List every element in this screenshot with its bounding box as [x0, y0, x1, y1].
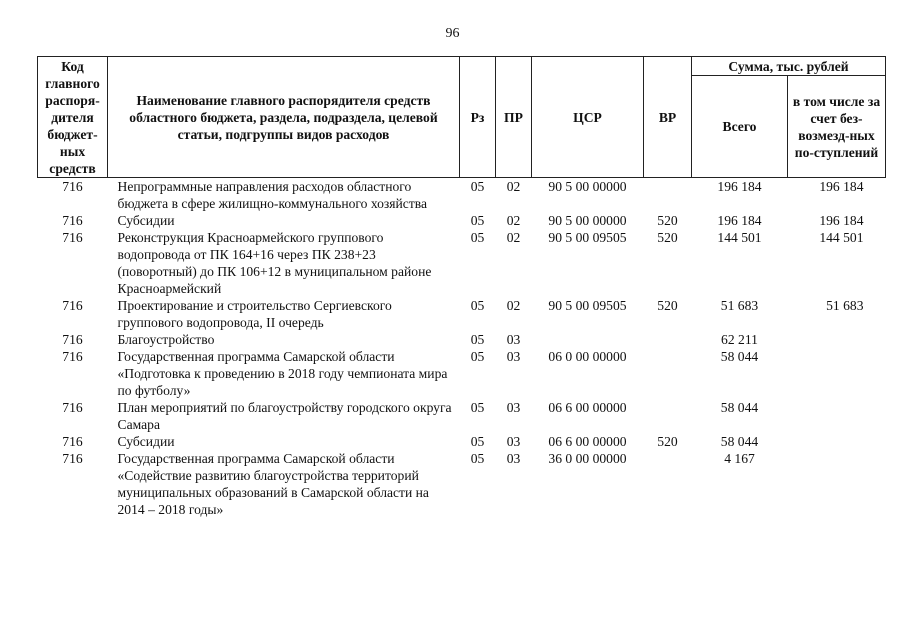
header-csr: ЦСР: [532, 57, 644, 178]
csr-cell: 06 6 00 00000: [548, 400, 627, 415]
table-row: [38, 348, 886, 399]
code-cell: 716: [62, 451, 83, 466]
vr-cell: [644, 348, 692, 399]
name-cell: Проектирование и строительство Сергиевского группового водопровода, II очередь: [117, 298, 392, 330]
code-cell: 716: [62, 298, 83, 313]
table-row: [38, 212, 886, 229]
csr-cell: [532, 331, 644, 348]
name-cell: Благоустройство: [117, 332, 215, 347]
total-cell: 4 167: [724, 451, 755, 466]
pr-cell: 02: [506, 298, 521, 313]
total-cell: 144 501: [717, 230, 762, 245]
rz-cell: 05: [470, 298, 485, 313]
header-pr: ПР: [496, 57, 532, 178]
code-cell: 716: [62, 179, 83, 194]
rz-cell: 05: [470, 179, 485, 194]
vr-cell: 520: [657, 230, 678, 245]
free-cell: 51 683: [826, 298, 864, 313]
table-body: [38, 178, 886, 519]
header-code: Код главного распоря-дителя бюджет-ных средств: [38, 57, 108, 178]
header-rz: Рз: [460, 57, 496, 178]
csr-cell: 06 6 00 00000: [548, 434, 627, 449]
code-cell: 716: [62, 349, 83, 364]
name-cell: Государственная программа Самарской области «Подготовка к проведению в 2018 году чемпионата мира по футболу»: [117, 349, 448, 398]
rz-cell: 05: [470, 332, 485, 347]
vr-cell: [644, 450, 692, 518]
table-header: [38, 57, 886, 178]
total-cell: 58 044: [720, 400, 759, 415]
rz-cell: 05: [470, 349, 485, 364]
name-cell: План мероприятий по благоустройству городского округа Самара: [117, 400, 452, 432]
total-cell: 62 211: [721, 332, 758, 347]
pr-cell: 02: [506, 179, 521, 194]
code-cell: 716: [62, 434, 83, 449]
header-sum-group: Сумма, тыс. рублей: [692, 57, 886, 76]
free-cell: 196 184: [819, 213, 864, 228]
header-free: в том числе за счет без-возмезд-ных по-ступлений: [788, 76, 886, 178]
header-total: Всего: [692, 76, 788, 178]
csr-cell: 90 5 00 09505: [548, 230, 627, 245]
rz-cell: 05: [470, 230, 485, 245]
name-cell: Реконструкция Красноармейского группового водопровода от ПК 164+16 через ПК 238+23 (поворотный) до ПК 106+12 в муниципальном районе Красноармейский: [117, 230, 432, 296]
vr-cell: [644, 331, 692, 348]
vr-cell: 520: [657, 213, 678, 228]
code-cell: 716: [62, 332, 83, 347]
name-cell: Государственная программа Самарской области «Содействие развитию благоустройства территорий муниципальных образований в Самарской области на 2014 – 2018 годы»: [117, 451, 429, 517]
rz-cell: 05: [470, 213, 485, 228]
pr-cell: 02: [506, 213, 521, 228]
total-cell: 58 044: [720, 349, 759, 364]
csr-cell: 90 5 00 00000: [548, 179, 627, 194]
rz-cell: 05: [470, 400, 485, 415]
table-row: [38, 331, 886, 348]
code-cell: 716: [62, 400, 83, 415]
free-cell: [788, 433, 886, 450]
free-cell: [788, 331, 886, 348]
pr-cell: 03: [506, 332, 521, 347]
vr-cell: [644, 178, 692, 213]
total-cell: 196 184: [717, 213, 762, 228]
table-row: [38, 297, 886, 331]
total-cell: 51 683: [720, 298, 759, 313]
free-cell: 196 184: [819, 179, 864, 194]
csr-cell: 90 5 00 00000: [548, 213, 627, 228]
vr-cell: 520: [657, 298, 678, 313]
header-name: Наименование главного распорядителя средств областного бюджета, раздела, подраздела, целевой статьи, подгруппы видов расходов: [108, 57, 460, 178]
name-cell: Субсидии: [117, 434, 175, 449]
pr-cell: 03: [506, 349, 521, 364]
table-row: [38, 450, 886, 518]
vr-cell: [644, 399, 692, 433]
table-row: [38, 229, 886, 297]
name-cell: Субсидии: [117, 213, 175, 228]
free-cell: [788, 348, 886, 399]
code-cell: 716: [62, 230, 83, 245]
csr-cell: 06 0 00 00000: [548, 349, 627, 364]
table-row: [38, 433, 886, 450]
pr-cell: 03: [506, 434, 521, 449]
csr-cell: 36 0 00 00000: [548, 451, 627, 466]
page-number: 96: [445, 26, 460, 41]
vr-cell: 520: [657, 434, 678, 449]
pr-cell: 02: [506, 230, 521, 245]
budget-table: [37, 56, 886, 518]
rz-cell: 05: [470, 434, 485, 449]
code-cell: 716: [62, 213, 83, 228]
header-vr: ВР: [644, 57, 692, 178]
table-row: [38, 178, 886, 213]
pr-cell: 03: [506, 451, 521, 466]
free-cell: [788, 450, 886, 518]
free-cell: [788, 399, 886, 433]
pr-cell: 03: [506, 400, 521, 415]
total-cell: 196 184: [717, 179, 762, 194]
free-cell: 144 501: [819, 230, 864, 245]
table-row: [38, 399, 886, 433]
csr-cell: 90 5 00 09505: [548, 298, 627, 313]
name-cell: Непрограммные направления расходов областного бюджета в сфере жилищно-коммунального хозяйства: [117, 179, 428, 211]
total-cell: 58 044: [720, 434, 759, 449]
rz-cell: 05: [470, 451, 485, 466]
